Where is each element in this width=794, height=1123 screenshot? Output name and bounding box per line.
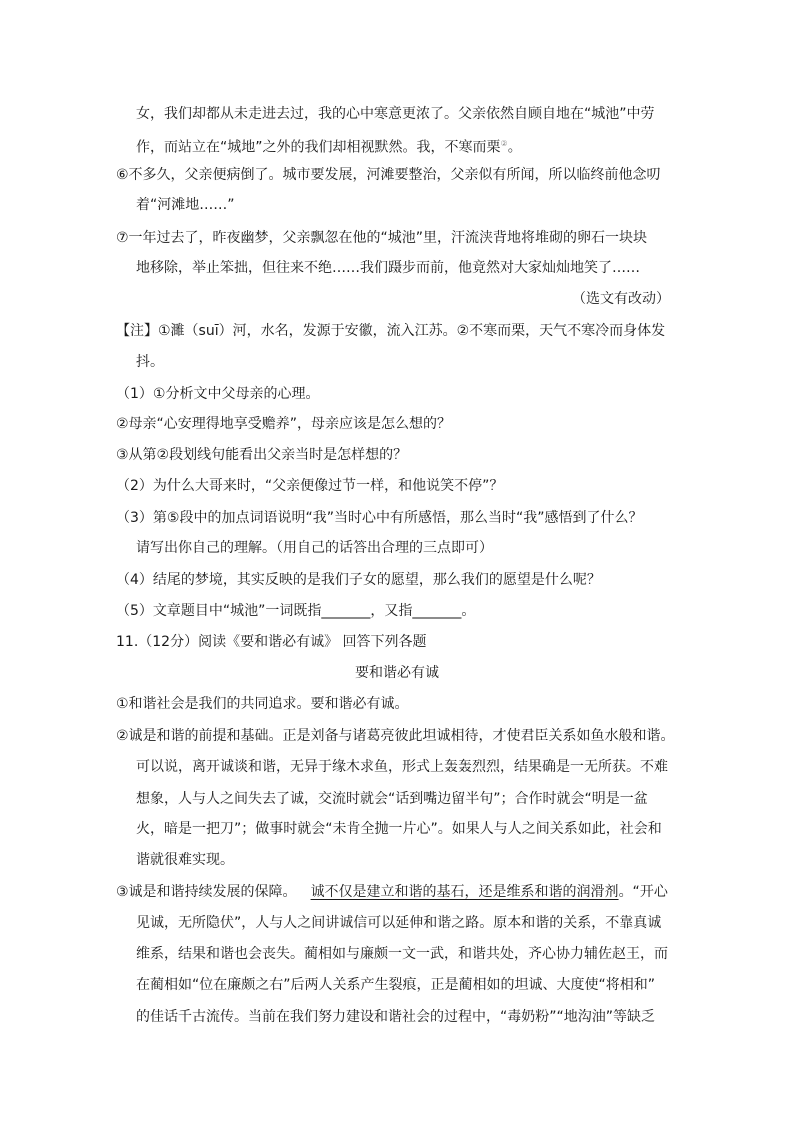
passage-p7-line2: 地移除，举止笨拙，但往来不绝……我们蹑步而前，他竟然对大家灿灿地笑了…… xyxy=(136,260,640,276)
article-title: 要和谐必有诚 xyxy=(355,665,439,681)
source-note: （选文有改动） xyxy=(572,291,670,307)
question-1-1: （1）①分析文中父母亲的心理。 xyxy=(116,386,320,402)
article-p3-line1-end: 。“开心 xyxy=(618,884,668,900)
notes-line1: 【注】①濉（suī）河，水名，发源于安徽，流入江苏。②不寒而栗，天气不寒冷而身体发 xyxy=(116,323,666,339)
question-2: （2）为什么大哥来时，“父亲便像过节一样，和他说笑不停”？ xyxy=(116,478,504,494)
article-p3-line1 xyxy=(116,882,668,902)
question-1-2: ②母亲“心安理得地享受赡养”，母亲应该是怎么想的？ xyxy=(116,416,452,432)
question-3-cont: 请写出你自己的理解。（用自己的话答出合理的三点即可） xyxy=(136,540,493,556)
article-p3-line4: 在蔺相如“位在廉颇之右”后两人关系产生裂痕，正是蔺相如的坦诚、大度使“将相和” xyxy=(136,977,656,993)
notes-line2: 抖。 xyxy=(136,354,164,370)
article-p2-line2: 可以说，离开诚谈和谐，无异于缘木求鱼，形式上轰轰烈烈，结果确是一无所获。不难 xyxy=(136,759,668,775)
q11-header: 11.（12分）阅读《要和谐必有诚》 回答下列各题 xyxy=(116,634,427,650)
article-p3-line3: 维系，结果和谐也会丧失。蔺相如与廉颇一文一武，和谐共处，齐心协力辅佐赵王，而 xyxy=(136,946,668,962)
article-p2-line4: 火，暗是一把刀”；做事时就会“未肯全抛一片心”。如果人与人之间关系如此，社会和 xyxy=(136,821,662,837)
question-5: （5）文章题目中“城池”一词既指_______，又指_______。 xyxy=(116,603,476,619)
passage-p5-line2-end: 。 xyxy=(507,139,522,156)
article-p3-line5: 的佳话千古流传。当前在我们努力建设和谐社会的过程中，“毒奶粉”“地沟油”等缺乏 xyxy=(136,1009,656,1025)
question-3: （3）第⑤段中的加点词语说明“我”当时心中有所感悟，那么当时“我”感悟到了什么？ xyxy=(116,510,643,526)
footnote-mark: ② xyxy=(500,139,508,148)
article-p3-line1-start: ③诚是和谐持续发展的保障。 xyxy=(116,884,297,900)
passage-p5-line2 xyxy=(136,134,522,158)
passage-p6-line1: ⑥不多久，父亲便病倒了。城市要发展，河滩要整治，父亲似有所闻，所以临终前他念叨 xyxy=(116,167,661,183)
article-p2-line1: ②诚是和谐的前提和基础。正是刘备与诸葛亮彼此坦诚相待，才使君臣关系如鱼水般和谐。 xyxy=(116,728,675,744)
article-p3-line2: 见诚，无所隐伏”，人与人之间讲诚信可以延伸和谐之路。原本和谐的关系，不靠真诚 xyxy=(136,915,662,931)
passage-p7-line1: ⑦一年过去了，昨夜幽梦，父亲飘忽在他的“城池”里，汗流浃背地将堆砌的卵石一块块 xyxy=(116,230,648,246)
question-1-3: ③从第②段划线句能看出父亲当时是怎样想的？ xyxy=(116,447,408,463)
question-4: （4）结尾的梦境，其实反映的是我们子女的愿望，那么我们的愿望是什么呢？ xyxy=(116,572,601,588)
passage-p6-line2: 着“河滩地……” xyxy=(136,197,235,213)
article-p2-line5: 谐就很难实现。 xyxy=(136,852,234,868)
article-p1: ①和谐社会是我们的共同追求。要和谐必有诚。 xyxy=(116,696,409,712)
underlined-sentence: 诚不仅是建立和谐的基石，还是维系和谐的润滑剂 xyxy=(310,884,619,900)
article-p2-line3: 想象，人与人之间失去了诚，交流时就会“话到嘴边留半句”；合作时就会“明是一盆 xyxy=(136,791,648,807)
passage-p5-line2-text: 作，而站立在“城地”之外的我们却相视默然。我，不寒而栗 xyxy=(136,139,501,156)
passage-p5-line1: 女，我们却都从未走进去过，我的心中寒意更浓了。父亲依然自顾自地在“城池”中劳 xyxy=(136,106,655,122)
